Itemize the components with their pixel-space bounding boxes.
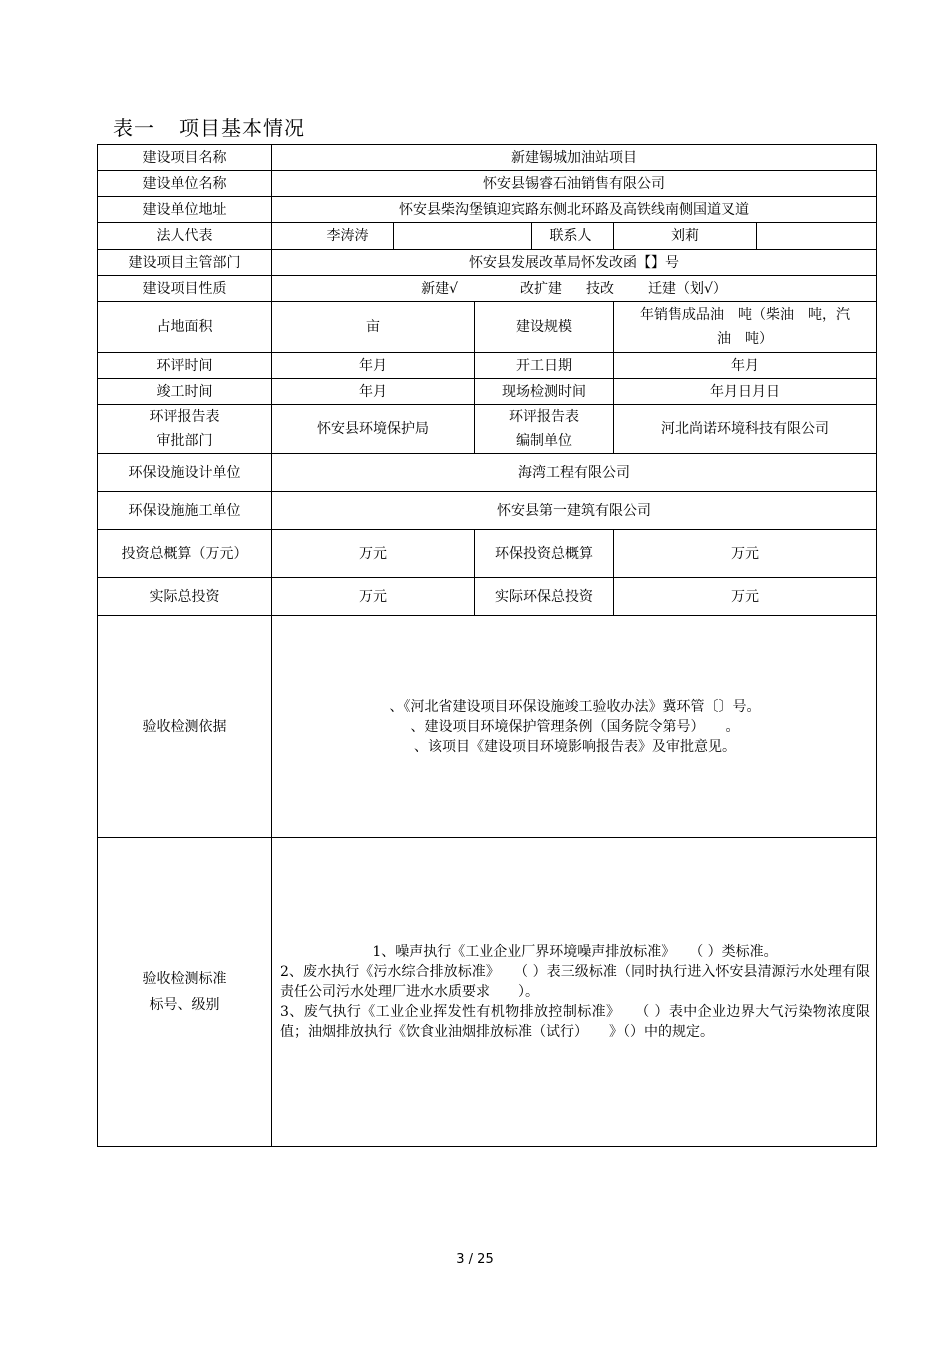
scale-line-2: 油 吨） <box>717 331 773 347</box>
project-info-table <box>97 144 877 1147</box>
nature-new: 新建√ <box>421 280 458 297</box>
label-standard-line-2: 标号、级别 <box>149 997 220 1013</box>
table-title <box>113 112 305 141</box>
standard-item: 3、废气执行《工业企业挥发性有机物排放控制标准》 （ ）表中企业边界大气污染物浓度限值；油烟排放执行《饮食业油烟排放标准（试行） 》（）中的规定。 <box>280 1004 870 1040</box>
row-construct-unit <box>98 492 877 530</box>
value-inspect-time: 年月日月日 <box>614 379 877 405</box>
scale-line-1: 年销售成品油 吨（柴油 吨，汽 <box>640 307 850 323</box>
label-compile-line-1: 环评报告表 <box>509 409 579 425</box>
row-project-name <box>98 145 877 171</box>
label-standard <box>98 838 272 1147</box>
value-env-budget: 万元 <box>614 530 877 578</box>
label-env-actual: 实际环保总投资 <box>475 578 614 616</box>
row-unit-address <box>98 197 877 223</box>
label-env-budget: 环保投资总概算 <box>475 530 614 578</box>
value-nature <box>272 276 877 302</box>
row-basis <box>98 616 877 838</box>
value-completion: 年月 <box>272 379 475 405</box>
label-inspect-time: 现场检测时间 <box>475 379 614 405</box>
page-number: 3 / 25 <box>456 1252 494 1267</box>
value-compile-unit: 河北尚诺环境科技有限公司 <box>614 405 877 454</box>
label-approval-line-1: 环评报告表 <box>149 409 220 425</box>
label-scale: 建设规模 <box>475 302 614 353</box>
row-legal-rep <box>98 223 877 250</box>
basis-item: 、该项目《建设项目环境影响报告表》及审批意见。 <box>414 738 736 755</box>
basis-item: 、建设项目环境保护管理条例（国务院令第号） 。 <box>410 718 740 735</box>
label-actual: 实际总投资 <box>98 578 272 616</box>
table-title-main: 项目基本情况 <box>179 116 305 140</box>
value-env-actual: 万元 <box>614 578 877 616</box>
label-eia-time: 环评时间 <box>98 353 272 379</box>
row-unit-name <box>98 171 877 197</box>
value-authority: 怀安县发展改革局怀发改函【】号 <box>272 250 877 276</box>
label-unit-address: 建设单位地址 <box>98 197 272 223</box>
label-standard-line-1: 验收检测标准 <box>142 971 227 987</box>
nature-tech: 技改 <box>586 280 614 297</box>
label-design-unit: 环保设施设计单位 <box>98 454 272 492</box>
blank-legal-rep <box>394 223 614 250</box>
row-approval <box>98 405 877 454</box>
row-nature <box>98 276 877 302</box>
value-unit-address: 怀安县柴沟堡镇迎宾路东侧北环路及高铁线南侧国道叉道 <box>272 197 877 223</box>
label-compile-line-2: 编制单位 <box>516 433 572 449</box>
value-start-date: 年月 <box>614 353 877 379</box>
nature-relocate: 迁建（划√） <box>648 280 727 297</box>
label-construct-unit: 环保设施施工单位 <box>98 492 272 530</box>
value-approval: 怀安县环境保护局 <box>272 405 475 454</box>
row-area <box>98 302 877 353</box>
label-completion: 竣工时间 <box>98 379 272 405</box>
value-unit-name: 怀安县锡睿石油销售有限公司 <box>272 171 877 197</box>
standard-item: 2、废水执行《污水综合排放标准》 （ ）表三级标准（同时执行进入怀安县清源污水处理有限责任公司污水处理厂进水水质要求 ）。 <box>280 964 870 1000</box>
row-design-unit <box>98 454 877 492</box>
table-title-prefix: 表一 <box>113 116 155 140</box>
label-unit-name: 建设单位名称 <box>98 171 272 197</box>
value-area: 亩 <box>272 302 475 353</box>
label-area: 占地面积 <box>98 302 272 353</box>
row-authority <box>98 250 877 276</box>
label-contact: 联系人 <box>549 228 592 244</box>
standard-item: 1、噪声执行《工业企业厂界环境噪声排放标准》 （ ）类标准。 <box>372 944 778 960</box>
row-completion <box>98 379 877 405</box>
basis-item: 、《河北省建设项目环保设施竣工验收办法》冀环管〔〕号。 <box>389 698 761 715</box>
row-budget <box>98 530 877 578</box>
value-scale <box>614 302 877 353</box>
contact-cell <box>614 223 877 250</box>
label-nature: 建设项目性质 <box>98 276 272 302</box>
basis-list <box>272 616 877 838</box>
value-eia-time: 年月 <box>272 353 475 379</box>
value-legal-rep: 李涛涛 <box>272 223 394 250</box>
standard-list <box>272 838 877 1147</box>
value-budget: 万元 <box>272 530 475 578</box>
row-eia-time <box>98 353 877 379</box>
label-budget: 投资总概算（万元） <box>98 530 272 578</box>
label-compile-unit <box>475 405 614 454</box>
label-approval <box>98 405 272 454</box>
label-authority: 建设项目主管部门 <box>98 250 272 276</box>
label-start-date: 开工日期 <box>475 353 614 379</box>
label-basis: 验收检测依据 <box>98 616 272 838</box>
nature-expand: 改扩建 <box>520 280 562 297</box>
value-actual: 万元 <box>272 578 475 616</box>
label-approval-line-2: 审批部门 <box>156 433 213 449</box>
row-actual <box>98 578 877 616</box>
value-design-unit: 海湾工程有限公司 <box>272 454 877 492</box>
value-project-name: 新建锡城加油站项目 <box>272 145 877 171</box>
label-project-name: 建设项目名称 <box>98 145 272 171</box>
value-contact: 刘莉 <box>614 223 757 249</box>
label-legal-rep: 法人代表 <box>98 223 272 250</box>
row-standard <box>98 838 877 1147</box>
value-construct-unit: 怀安县第一建筑有限公司 <box>272 492 877 530</box>
